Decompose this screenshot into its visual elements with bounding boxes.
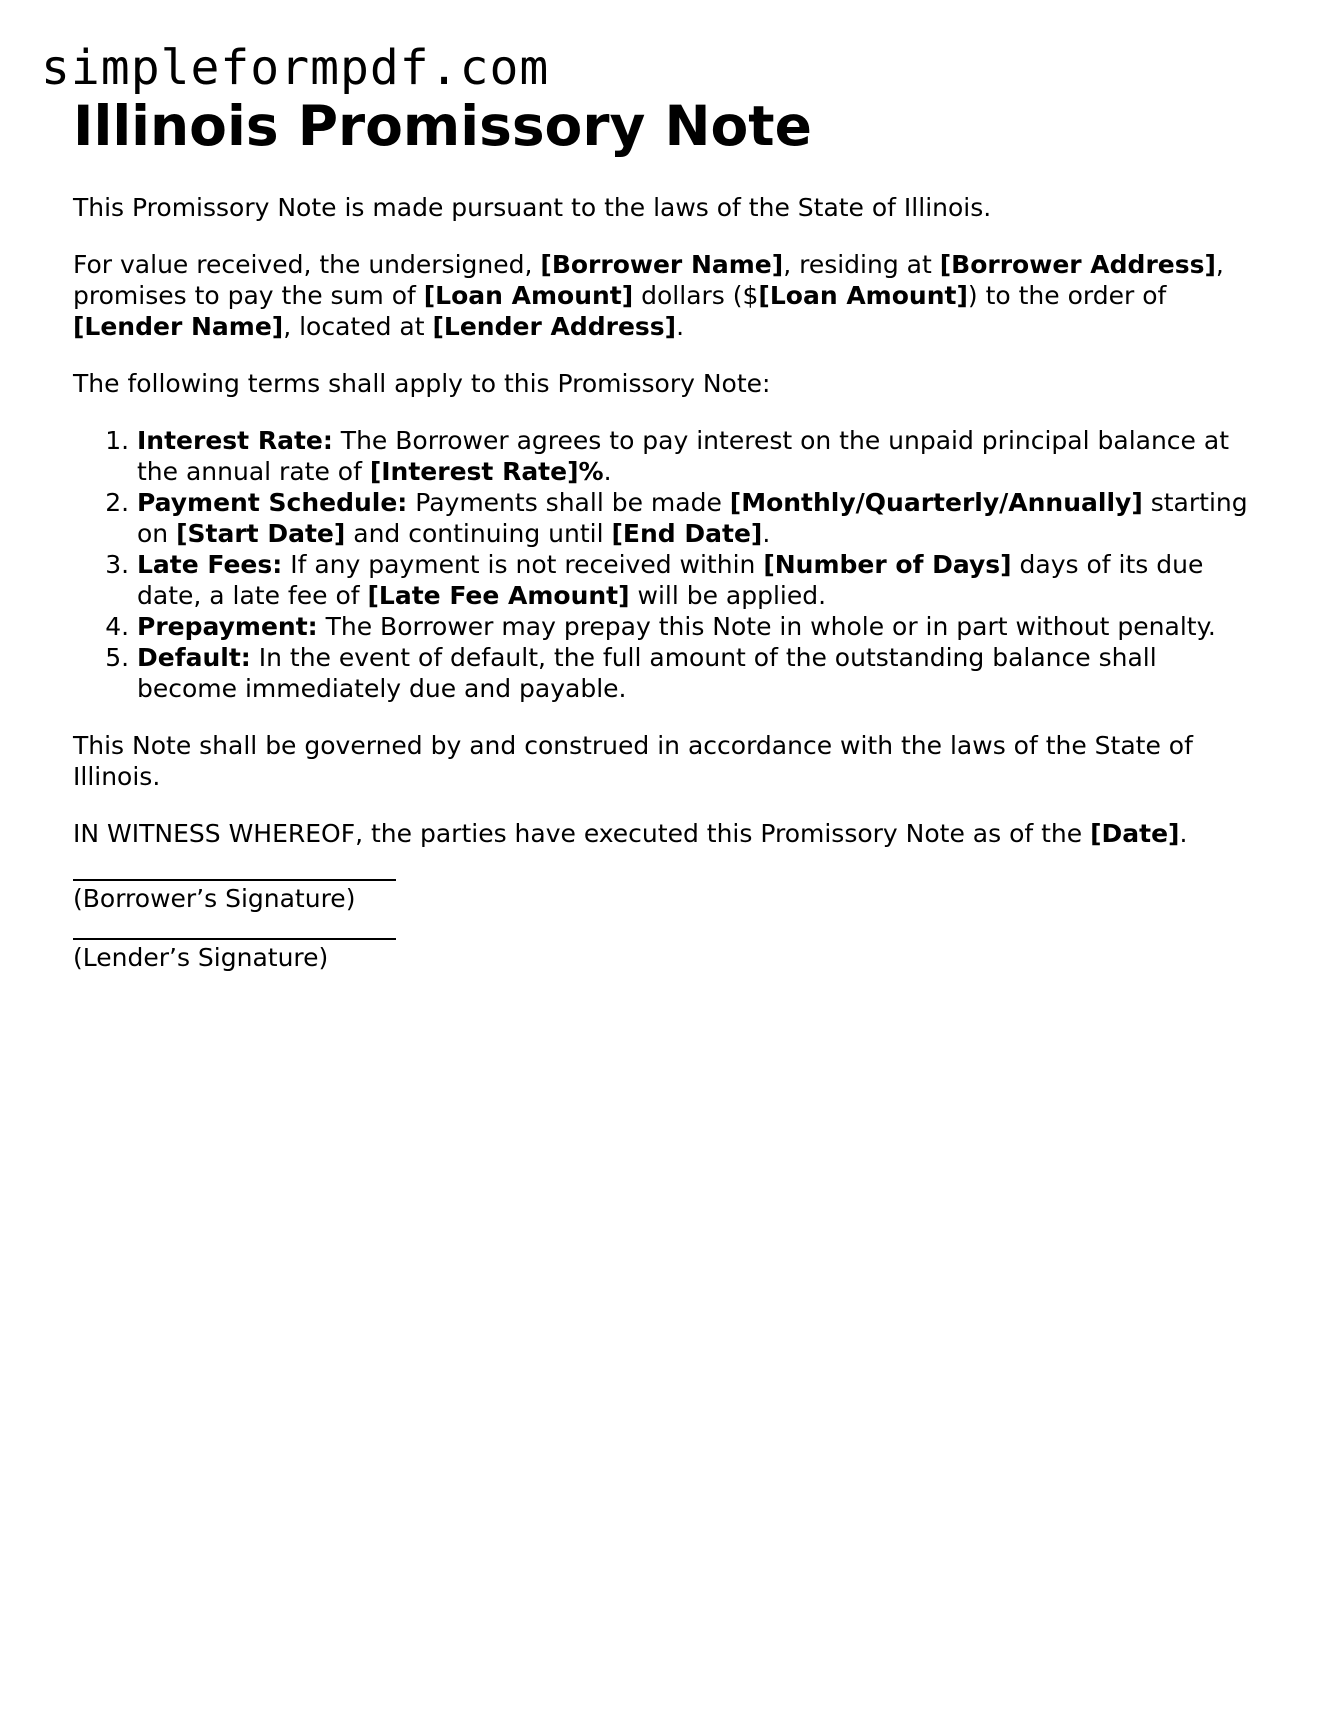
witness-paragraph: IN WITNESS WHEREOF, the parties have executed this Promissory Note as of the [Date]. (73, 819, 1188, 848)
term-label: Interest Rate: (137, 426, 333, 455)
lender-signature-line[interactable] (73, 938, 396, 940)
governing-law-paragraph: This Note shall be governed by and construed in accordance with the laws of the State of Illinois. (73, 731, 1193, 791)
term-default: 5. Default: In the event of default, the full amount of the outstanding balance shall become immediately due and payable. (137, 642, 1253, 704)
term-payment-schedule: 2. Payment Schedule: Payments shall be made [Monthly/Quarterly/Annually] starting on [Start Date] and continuing until [End Date]. (137, 487, 1253, 549)
lender-name-field: [Lender Name] (73, 312, 284, 341)
term-label: Default: (137, 643, 251, 672)
term-interest-rate: 1. Interest Rate: The Borrower agrees to pay interest on the unpaid principal balance at the annual rate of [Interest Rate]%. (137, 425, 1253, 487)
loan-amount-numeric-field: [Loan Amount] (758, 281, 968, 310)
date-field: [Date] (1090, 819, 1180, 848)
term-label: Prepayment: (137, 612, 318, 641)
late-fee-amount-field: [Late Fee Amount] (367, 581, 630, 610)
payment-frequency-field: [Monthly/Quarterly/Annually] (729, 488, 1143, 517)
intro-paragraph: This Promissory Note is made pursuant to the laws of the State of Illinois. (73, 193, 992, 222)
interest-rate-field: [Interest Rate]% (369, 457, 604, 486)
term-prepayment: 4. Prepayment: The Borrower may prepay this Note in whole or in part without penalty. (137, 611, 1253, 642)
terms-intro: The following terms shall apply to this Promissory Note: (73, 369, 771, 398)
number-of-days-field: [Number of Days] (763, 550, 1012, 579)
term-late-fees: 3. Late Fees: If any payment is not received within [Number of Days] days of its due date, a late fee of [Late Fee Amount] will be applied. (137, 549, 1253, 611)
borrower-name-field: [Borrower Name] (540, 250, 784, 279)
signature-block (73, 879, 1253, 973)
value-paragraph: For value received, the undersigned, [Borrower Name], residing at [Borrower Address], promises to pay the sum of [Loan Amount] dollars ($[Loan Amount]) to the order of [Lender Name], located at [Lender Address]. (73, 250, 1224, 341)
term-label: Late Fees: (137, 550, 283, 579)
lender-signature-label: (Lender’s Signature) (73, 943, 329, 972)
lender-address-field: [Lender Address] (432, 312, 677, 341)
terms-list (73, 425, 1253, 704)
borrower-signature-label: (Borrower’s Signature) (73, 884, 356, 913)
document-body (73, 88, 1253, 973)
term-label: Payment Schedule: (137, 488, 408, 517)
page-title: Illinois Promissory Note (73, 94, 812, 158)
borrower-address-field: [Borrower Address] (939, 250, 1216, 279)
start-date-field: [Start Date] (176, 519, 346, 548)
borrower-signature-line[interactable] (73, 879, 396, 881)
site-watermark: simpleformpdf.com (41, 40, 550, 96)
loan-amount-field: [Loan Amount] (423, 281, 634, 310)
end-date-field: [End Date] (611, 519, 763, 548)
